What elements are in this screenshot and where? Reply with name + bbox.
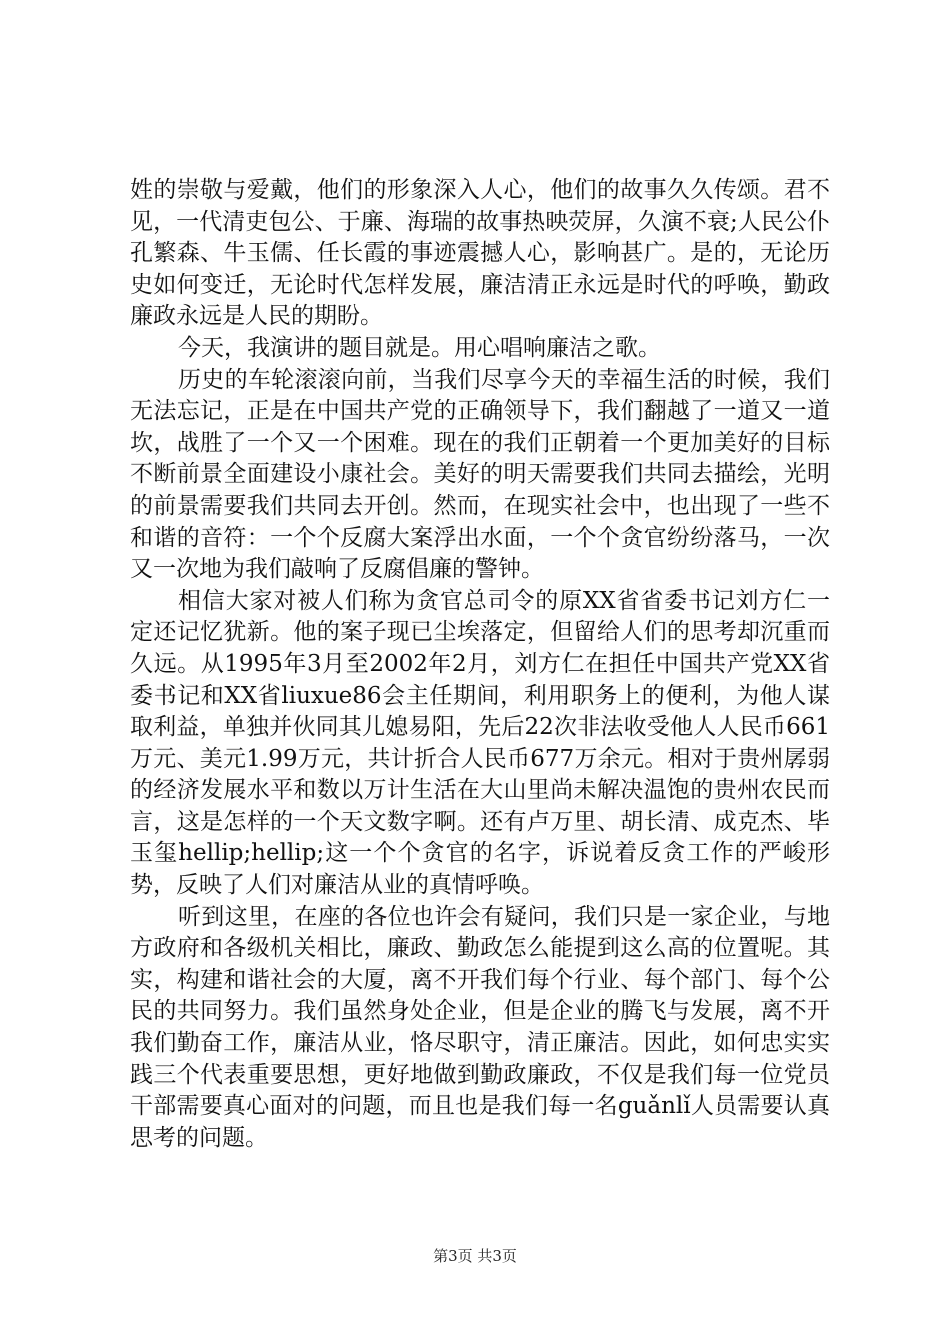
page-footer: 第3页 共3页 [433, 1247, 517, 1265]
paragraph-speech-title: 今天，我演讲的题目就是。用心唱响廉洁之歌。 [178, 334, 661, 361]
document-body [130, 175, 830, 1154]
paragraph-enterprise: 听到这里，在座的各位也许会有疑问，我们只是一家企业，与地方政府和各级机关相比，廉政、勤政怎么能提到这么高的位置呢。其实，构建和谐社会的大厦，离不开我们每个行业、每个部门、每个公民的共同努力。我们虽然身处企业，但是企业的腾飞与发展，离不开我们勤奋工作，廉洁从业，恪尽职守，清正廉洁。因此，如何忠实实践三个代表重要思想，更好地做到勤政廉政，不仅是我们每一位党员干部需要真心面对的问题，而且也是我们每一名guǎnlǐ人员需要认真思考的问题。 [130, 903, 830, 1151]
paragraph-continuation: 姓的崇敬与爱戴，他们的形象深入人心，他们的故事久久传颂。君不见，一代清吏包公、于廉、海瑞的故事热映荧屏，久演不衰;人民公仆孔繁森、牛玉儒、任长霞的事迹震撼人心，影响甚广。是的，无论历史如何变迁，无论时代怎样发展，廉洁清正永远是时代的呼唤，勤政廉政永远是人民的期盼。 [130, 177, 830, 330]
paragraph-case: 相信大家对被人们称为贪官总司令的原XX省省委书记刘方仁一定还记忆犹新。他的案子现已尘埃落定，但留给人们的思考却沉重而久远。从1995年3月至2002年2月，刘方仁在担任中国共产党XX省委书记和XX省liuxue86会主任期间，利用职务上的便利，为他人谋取利益，单独并伙同其儿媳易阳，先后22次非法收受他人人民币661万元、美元1.99万元，共计折合人民币677万余元。相对于贵州孱弱的经济发展水平和数以万计生活在大山里尚未解决温饱的贵州农民而言，这是怎样的一个天文数字啊。还有卢万里、胡长清、成克杰、毕玉玺hellip;hellip;这一个个贪官的名字，诉说着反贪工作的严峻形势，反映了人们对廉洁从业的真情呼唤。 [130, 587, 830, 899]
paragraph-history: 历史的车轮滚滚向前，当我们尽享今天的幸福生活的时候，我们无法忘记，正是在中国共产党的正确领导下，我们翻越了一道又一道坎，战胜了一个又一个困难。现在的我们正朝着一个更加美好的目标不断前景全面建设小康社会。美好的明天需要我们共同去描绘，光明的前景需要我们共同去开创。然而，在现实社会中，也出现了一些不和谐的音符：一个个反腐大案浮出水面，一个个贪官纷纷落马，一次又一次地为我们敲响了反腐倡廉的警钟。 [130, 366, 830, 583]
